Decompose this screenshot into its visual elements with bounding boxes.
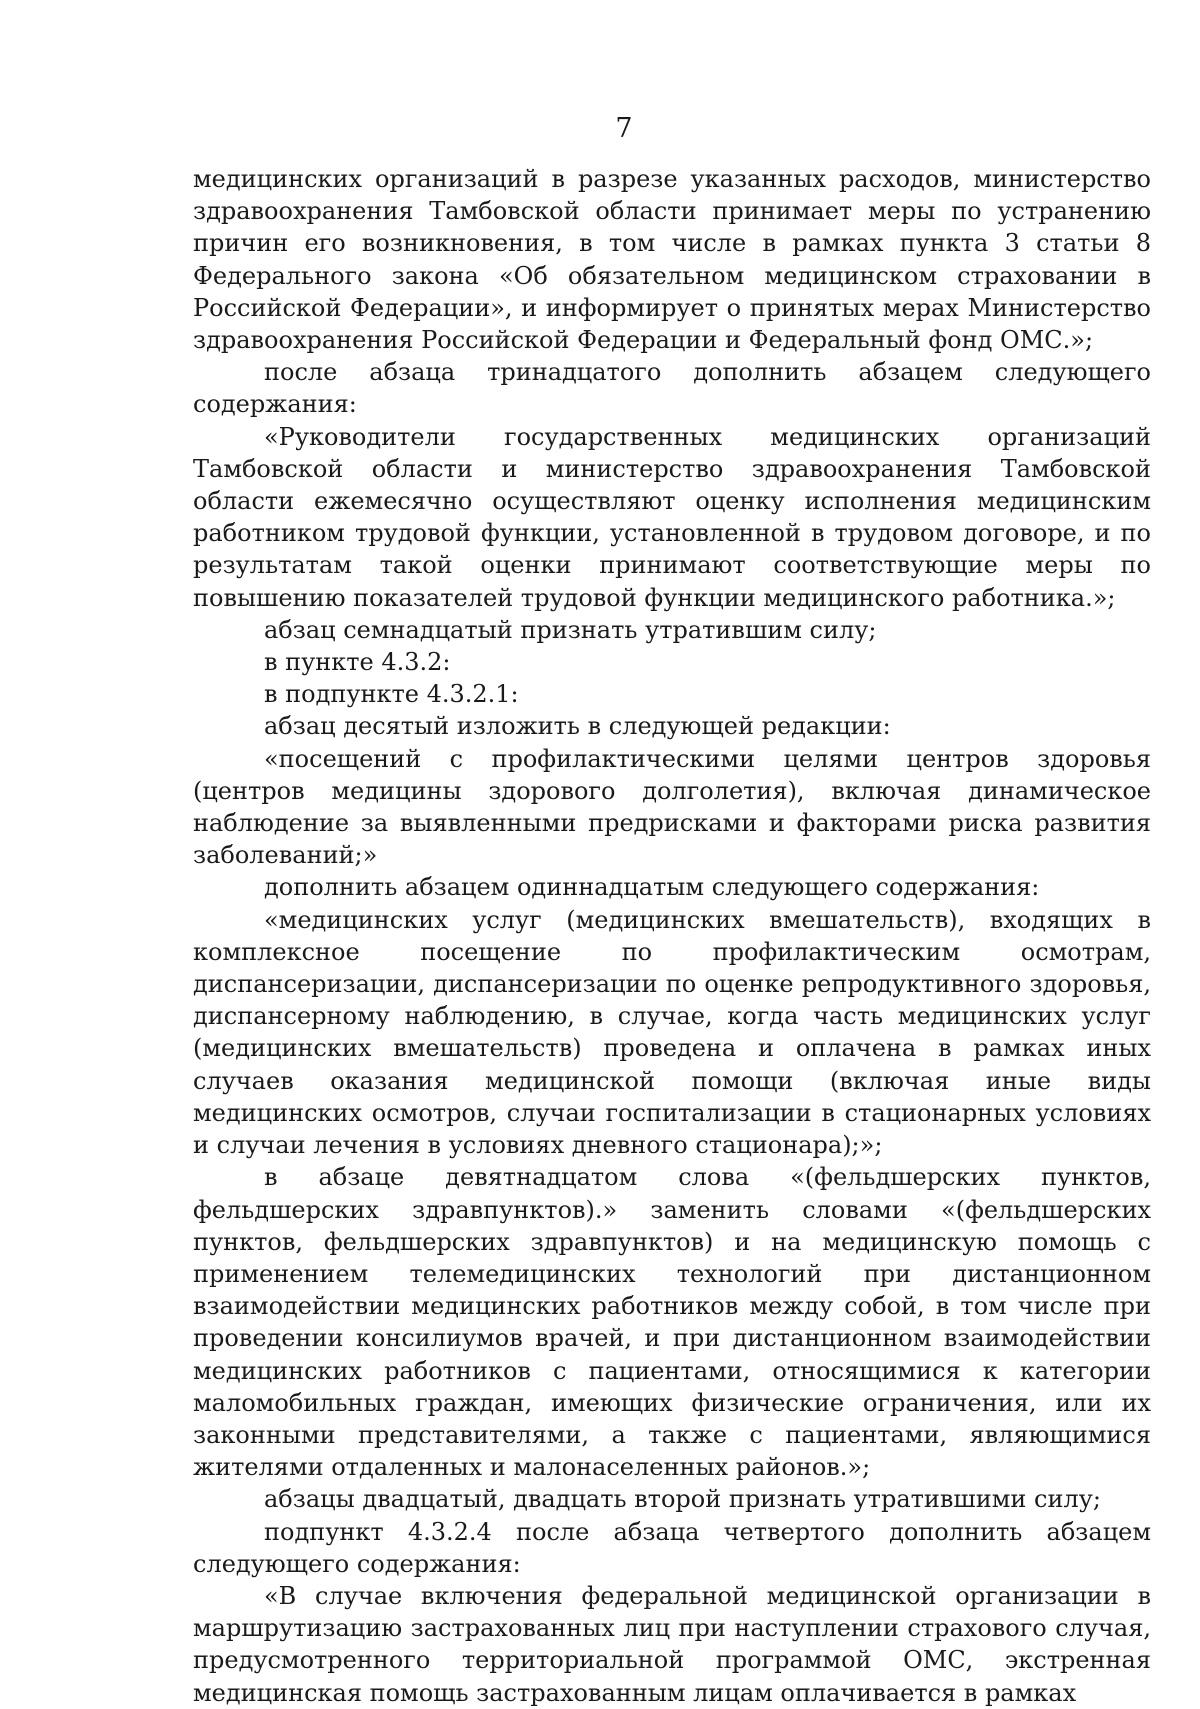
paragraph: абзацы двадцатый, двадцать второй признать утратившими силу; (264, 1485, 1101, 1514)
paragraph: абзац семнадцатый признать утратившим силу; (264, 615, 877, 644)
paragraph: «посещений с профилактическими целями центров здоровья (центров медицины здорового долголетия), включая динамическое наблюдение за выявленными предрисками и факторами риска развития заболеваний;» (193, 744, 1151, 870)
paragraph: «В случае включения федеральной медицинской организации в маршрутизацию застрахованных лиц при наступлении страхового случая, предусмотренного территориальной программой ОМС, экстренная медицинская помощь застрахованным лицам оплачивается в рамках (193, 1581, 1151, 1707)
paragraph: в подпункте 4.3.2.1: (264, 680, 519, 709)
paragraph: медицинских организаций в разрезе указанных расходов, министерство здравоохранения Тамбовской области принимает меры по устранению причин его возникновения, в том числе в рамках пункта 3 статьи 8 Федерального закона «Об обязательном медицинском страховании в Российской Федерации», и информирует о принятых мерах Министерство здравоохранения Российской Федерации и Федеральный фонд ОМС.»; (193, 165, 1151, 355)
paragraph: в пункте 4.3.2: (264, 648, 451, 677)
paragraph: после абзаца тринадцатого дополнить абзацем следующего содержания: (193, 358, 1151, 419)
paragraph: дополнить абзацем одиннадцатым следующего содержания: (264, 873, 1040, 902)
paragraph: «Руководители государственных медицинских организаций Тамбовской области и министерство здравоохранения Тамбовской области ежемесячно осуществляют оценку исполнения медицинским работником трудовой функции, установленной в трудовом договоре, и по результатам такой оценки принимают соответствующие меры по повышению показателей трудовой функции медицинского работника.»; (193, 422, 1151, 612)
paragraph: «медицинских услуг (медицинских вмешательств), входящих в комплексное посещение по профилактическим осмотрам, диспансеризации, диспансеризации по оценке репродуктивного здоровья, диспансерному наблюдению, в случае, когда часть медицинских услуг (медицинских вмешательств) проведена и оплачена в рамках иных случаев оказания медицинской помощи (включая иные виды медицинских осмотров, случаи госпитализации в стационарных условиях и случаи лечения в условиях дневного стационара);»; (193, 905, 1151, 1160)
page-number: 7 (615, 113, 633, 144)
paragraph: абзац десятый изложить в следующей редакции: (264, 712, 891, 741)
paragraph: подпункт 4.3.2.4 после абзаца четвертого дополнить абзацем следующего содержания: (193, 1517, 1151, 1578)
paragraph: в абзаце девятнадцатом слова «(фельдшерских пунктов, фельдшерских здравпунктов).» заменить словами «(фельдшерских пунктов, фельдшерских здравпунктов) и на медицинскую помощь с применением телемедицинских технологий при дистанционном взаимодействии медицинских работников между собой, в том числе при проведении консилиумов врачей, и при дистанционном взаимодействии медицинских работников с пациентами, относящимися к категории маломобильных граждан, имеющих физические ограничения, или их законными представителями, а также с пациентами, являющимися жителями отдаленных и малонаселенных районов.»; (193, 1163, 1151, 1482)
document-body (193, 163, 1151, 1709)
